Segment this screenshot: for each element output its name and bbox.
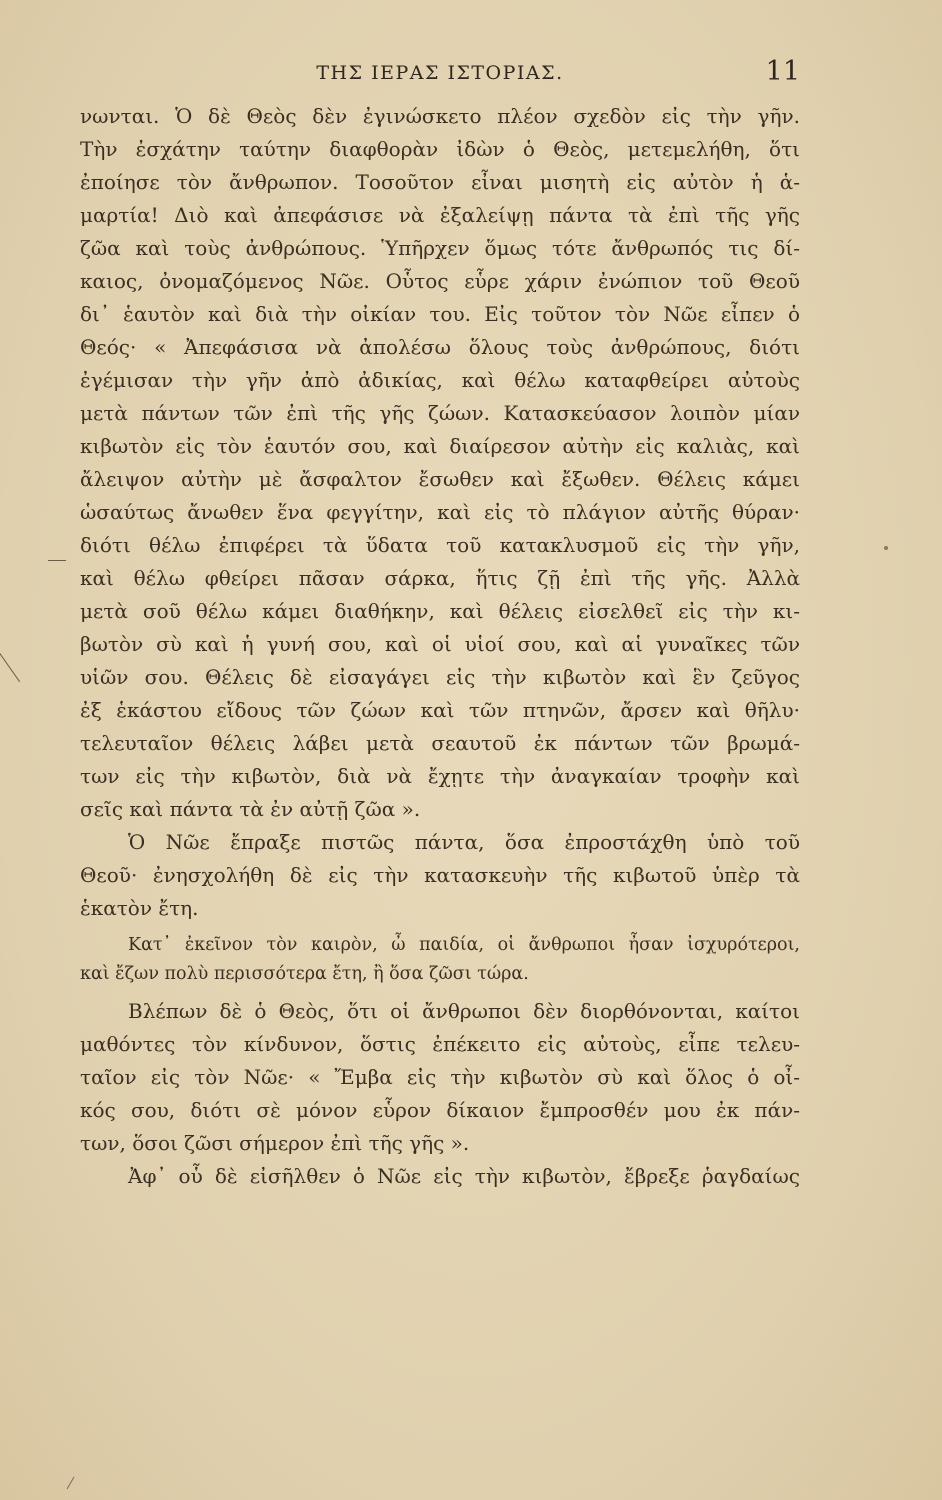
paragraph-start: Ὁ Νῶε ἔπραξε πιστῶς πάντα, ὅσα ἐπροστάχθη ὑπὸ τοῦ bbox=[128, 830, 800, 854]
text-line: ἄλειψον αὐτὴν μὲ ἄσφαλτον ἔσωθεν καὶ ἔξωθεν. Θέλεις κάμει bbox=[80, 467, 800, 491]
margin-slash-mark bbox=[0, 644, 20, 682]
margin-tick-mark bbox=[67, 1477, 75, 1490]
text-line: Θεοῦ· ἐνησχολήθη δὲ εἰς τὴν κατασκευὴν τῆς κιβωτοῦ ὑπὲρ τὰ bbox=[80, 863, 800, 887]
page-number: 11 bbox=[765, 56, 800, 87]
text-line: των εἰς τὴν κιβωτὸν, διὰ νὰ ἔχῃτε τὴν ἀναγκαίαν τροφὴν καὶ bbox=[80, 764, 800, 788]
margin-dash-mark bbox=[48, 560, 66, 561]
text-line: διότι θέλω ἐπιφέρει τὰ ὕδατα τοῦ κατακλυσμοῦ εἰς τὴν γῆν, bbox=[80, 533, 800, 557]
footnote-line: καὶ ἔζων πολὺ περισσότερα ἔτη, ἢ ὅσα ζῶσι τώρα. bbox=[80, 964, 529, 984]
text-line: ταῖον εἰς τὸν Νῶε· « Ἔμβα εἰς τὴν κιβωτὸν σὺ καὶ ὅλος ὁ οἶ- bbox=[80, 1065, 800, 1089]
text-line: ὡσαύτως ἄνωθεν ἕνα φεγγίτην, καὶ εἰς τὸ πλάγιον αὐτῆς θύραν· bbox=[80, 500, 800, 524]
text-line: μαθόντες τὸν κίνδυνον, ὅστις ἐπέκειτο εἰς αὐτοὺς, εἶπε τελευ- bbox=[80, 1032, 800, 1056]
paragraph-start: Ἀφ᾿ οὗ δὲ εἰσῆλθεν ὁ Νῶε εἰς τὴν κιβωτὸν, ἔβρεξε ῥαγδαίως bbox=[128, 1164, 800, 1188]
text-line: καὶ θέλω φθείρει πᾶσαν σάρκα, ἥτις ζῇ ἐπὶ τῆς γῆς. Ἀλλὰ bbox=[80, 566, 800, 590]
text-line: καιος, ὀνομαζόμενος Νῶε. Οὗτος εὗρε χάριν ἐνώπιον τοῦ Θεοῦ bbox=[80, 269, 800, 293]
text-line: Θεός· « Ἀπεφάσισα νὰ ἀπολέσω ὅλους τοὺς ἀνθρώπους, διότι bbox=[80, 335, 800, 359]
text-line: ἐγέμισαν τὴν γῆν ἀπὸ ἀδικίας, καὶ θέλω καταφθείρει αὐτοὺς bbox=[80, 368, 800, 392]
text-line: ἐξ ἑκάστου εἴδους τῶν ζώων καὶ τῶν πτηνῶν, ἄρσεν καὶ θῆλυ· bbox=[80, 698, 800, 722]
running-head bbox=[80, 56, 800, 96]
text-line: ζῶα καὶ τοὺς ἀνθρώπους. Ὑπῆρχεν ὅμως τότε ἄνθρωπός τις δί- bbox=[80, 236, 800, 260]
running-title: ΤΗΣ ΙΕΡΑΣ ΙΣΤΟΡΙΑΣ. bbox=[316, 62, 564, 84]
text-line: ἑκατὸν ἔτη. bbox=[80, 896, 199, 920]
text-line: κός σου, διότι σὲ μόνον εὗρον δίκαιον ἔμπροσθέν μου ἐκ πάν- bbox=[80, 1098, 800, 1122]
text-line: κιβωτὸν εἰς τὸν ἑαυτόν σου, καὶ διαίρεσον αὐτὴν εἰς καλιὰς, καὶ bbox=[80, 434, 800, 458]
text-line: μετὰ σοῦ θέλω κάμει διαθήκην, καὶ θέλεις εἰσελθεῖ εἰς τὴν κι- bbox=[80, 599, 800, 623]
footnote-line: Κατ᾿ ἐκεῖνον τὸν καιρὸν, ὦ παιδία, οἱ ἄνθρωποι ἦσαν ἰσχυρότεροι, bbox=[128, 935, 800, 955]
body-text bbox=[80, 100, 800, 1193]
text-line: μαρτία! Διὸ καὶ ἀπεφάσισε νὰ ἐξαλείψῃ πάντα τὰ ἐπὶ τῆς γῆς bbox=[80, 203, 800, 227]
text-line: υἱῶν σου. Θέλεις δὲ εἰσαγάγει εἰς τὴν κιβωτὸν καὶ ἓν ζεῦγος bbox=[80, 665, 800, 689]
text-line: νωνται. Ὁ δὲ Θεὸς δὲν ἐγινώσκετο πλέον σχεδὸν εἰς τὴν γῆν. bbox=[80, 104, 800, 128]
text-line: τελευταῖον θέλεις λάβει μετὰ σεαυτοῦ ἐκ πάντων τῶν βρωμά- bbox=[80, 731, 800, 755]
ink-dot-mark bbox=[884, 546, 888, 550]
paragraph-start: Βλέπων δὲ ὁ Θεὸς, ὅτι οἱ ἄνθρωποι δὲν διορθόνονται, καίτοι bbox=[128, 999, 800, 1023]
text-line: δι᾿ ἑαυτὸν καὶ διὰ τὴν οἰκίαν του. Εἰς τοῦτον τὸν Νῶε εἶπεν ὁ bbox=[80, 302, 800, 326]
text-line: Τὴν ἐσχάτην ταύτην διαφθορὰν ἰδὼν ὁ Θεὸς, μετεμελήθη, ὅτι bbox=[80, 137, 800, 161]
text-line: βωτὸν σὺ καὶ ἡ γυνή σου, καὶ οἱ υἱοί σου, καὶ αἱ γυναῖκες τῶν bbox=[80, 632, 800, 656]
text-line: ἐποίησε τὸν ἄνθρωπον. Τοσοῦτον εἶναι μισητὴ εἰς αὐτὸν ἡ ἁ- bbox=[80, 170, 800, 194]
text-line: μετὰ πάντων τῶν ἐπὶ τῆς γῆς ζώων. Κατασκεύασον λοιπὸν μίαν bbox=[80, 401, 800, 425]
text-line: των, ὅσοι ζῶσι σήμερον ἐπὶ τῆς γῆς ». bbox=[80, 1131, 470, 1155]
text-line: σεῖς καὶ πάντα τὰ ἐν αὐτῇ ζῶα ». bbox=[80, 797, 421, 821]
